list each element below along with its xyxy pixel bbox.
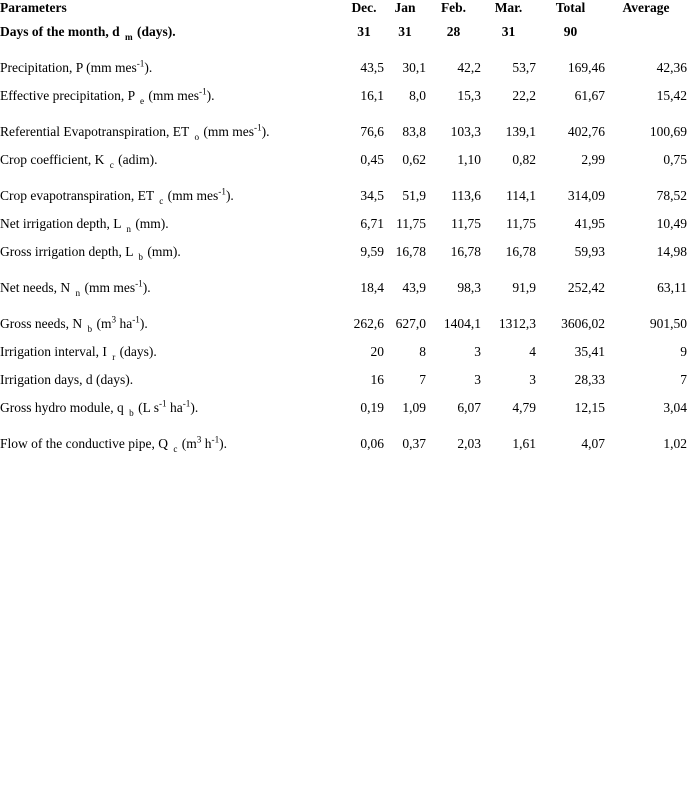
days-value: 31 <box>398 24 412 39</box>
subscript-b: b <box>129 407 134 418</box>
subscript-r: r <box>112 351 116 362</box>
superscript-exponent: -1 <box>135 278 143 289</box>
table-cell-value: 98,3 <box>457 280 481 295</box>
table-cell-value: 139,1 <box>505 124 536 139</box>
superscript-exponent: -1 <box>254 122 262 133</box>
superscript-exponent: -1 <box>136 58 145 69</box>
table-cell-value: 3606,02 <box>561 316 605 331</box>
table-cell-average: 63,11 <box>657 280 687 295</box>
table-cell-value: 1312,3 <box>498 316 536 331</box>
header-parameters-label: Parameters <box>0 0 67 15</box>
subscript-b: b <box>87 323 93 334</box>
table-cell-value: 43,5 <box>360 60 384 75</box>
table-cell-value: 18,4 <box>360 280 384 295</box>
table-cell-average: 78,52 <box>656 188 687 203</box>
days-value: 31 <box>501 24 516 39</box>
table-cell-average: 42,36 <box>656 60 687 75</box>
column-header-average: Average <box>622 0 670 15</box>
header-days-of-month-label: Days of the month, d $_m$ (days). <box>0 24 176 42</box>
table-cell-value: 169,46 <box>567 60 605 75</box>
row-label: Gross needs, N $_b$ ($m^3$ $ha^{-1}$). <box>0 314 148 334</box>
table-cell-value: 91,9 <box>512 280 536 295</box>
table-cell-value: 20 <box>370 344 384 359</box>
table-cell-value: 3 <box>474 344 481 359</box>
table-cell-average: 901,50 <box>649 316 687 331</box>
table-cell-value: 51,9 <box>402 188 426 203</box>
table-row <box>0 152 687 180</box>
row-label: Net irrigation depth, L $_n$ (mm). <box>0 216 169 234</box>
table-cell-value: 103,3 <box>450 124 481 139</box>
table-cell-value: 28,33 <box>574 372 605 387</box>
superscript-exponent: 3 <box>196 434 202 445</box>
days-value: 31 <box>357 24 371 39</box>
table-row <box>0 216 687 244</box>
column-header-dec: Dec. <box>351 0 377 15</box>
table-cell-value: 7 <box>419 372 426 387</box>
table-cell-average: 100,69 <box>649 124 687 139</box>
table-cell-value: 34,5 <box>360 188 384 203</box>
row-label: Precipitation, P (mm mes$^{-1}$). <box>0 58 153 75</box>
table-cell-value: 61,67 <box>574 88 605 103</box>
table-cell-value: 16,78 <box>450 244 481 259</box>
table-cell-value: 402,76 <box>567 124 605 139</box>
row-label: Crop evapotranspiration, ET $_c$ (mm mes$^{-1}$). <box>0 186 234 206</box>
table-cell-value: 3 <box>474 372 481 387</box>
table-cell-value: 2,03 <box>457 436 481 451</box>
table-cell-value: 42,2 <box>457 60 481 75</box>
table-cell-value: 22,2 <box>512 88 536 103</box>
table-cell-value: 11,75 <box>451 216 481 231</box>
table-cell-value: 76,6 <box>360 124 384 139</box>
table-row <box>0 400 687 428</box>
table-cell-value: 1,09 <box>402 400 426 415</box>
table-row <box>0 308 687 344</box>
table-row <box>0 372 687 400</box>
table-cell-value: 53,7 <box>512 60 536 75</box>
row-label: Gross irrigation depth, L $_b$ (mm). <box>0 244 181 262</box>
superscript-exponent: -1 <box>132 314 140 325</box>
subscript-m: m <box>125 31 133 42</box>
table-cell-value: 16,1 <box>360 88 384 103</box>
table-row <box>0 88 687 116</box>
row-label: Referential Evapotranspiration, ET $_o$ (mm mes$^{-1}$). <box>0 122 270 142</box>
table-cell-average: 7 <box>680 372 687 387</box>
table-cell-value: 113,6 <box>451 188 481 203</box>
table-row <box>0 428 687 464</box>
row-label: Irrigation days, d (days). <box>0 372 134 387</box>
table-header-row-months <box>0 0 687 24</box>
table-cell-value: 0,62 <box>402 152 426 167</box>
column-header-total: Total <box>555 0 586 15</box>
superscript-exponent: -1 <box>158 398 167 409</box>
subscript-c: c <box>173 443 178 454</box>
superscript-exponent: -1 <box>218 186 226 197</box>
table-cell-value: 6,07 <box>457 400 481 415</box>
table-cell-value: 3 <box>529 372 536 387</box>
table-cell-average: 10,49 <box>656 216 687 231</box>
table-cell-value: 2,99 <box>581 152 605 167</box>
column-header-feb: Feb. <box>440 0 467 15</box>
row-label: Effective precipitation, P $_e$ (mm mes$^{-1}$). <box>0 86 215 106</box>
table-cell-value: 12,15 <box>574 400 605 415</box>
table-cell-value: 4 <box>529 344 536 359</box>
table-cell-value: 1404,1 <box>443 316 481 331</box>
table-cell-average: 3,04 <box>663 400 687 415</box>
table-cell-value: 0,45 <box>360 152 384 167</box>
table-cell-value: 43,9 <box>402 280 426 295</box>
superscript-exponent: 3 <box>111 314 117 325</box>
table-row <box>0 52 687 88</box>
table-cell-value: 16,78 <box>395 244 426 259</box>
column-header-mar: Mar. <box>494 0 523 15</box>
table-row <box>0 116 687 152</box>
table-cell-value: 8 <box>419 344 426 359</box>
table-cell-value: 6,71 <box>360 216 384 231</box>
table-cell-value: 30,1 <box>402 60 426 75</box>
table-cell-average: 15,42 <box>656 88 687 103</box>
table-row <box>0 180 687 216</box>
subscript-n: n <box>126 223 131 234</box>
row-label: Irrigation interval, I $_r$ (days). <box>0 344 157 362</box>
table-cell-average: 14,98 <box>656 244 687 259</box>
table-cell-value: 9,59 <box>360 244 384 259</box>
row-label: Net needs, N $_n$ (mm mes$^{-1}$). <box>0 278 151 298</box>
table-cell-value: 314,09 <box>567 188 605 203</box>
row-label: Gross hydro module, q $_b$ (L $s^{-1}$ $ha^{-1}$). <box>0 398 199 418</box>
subscript-c: c <box>109 159 114 170</box>
subscript-b: b <box>138 251 143 262</box>
row-label: Crop coefficient, K $_c$ (adim). <box>0 152 158 170</box>
column-header-jan: Jan <box>394 0 416 15</box>
table-cell-value: 114,1 <box>506 188 536 203</box>
table-row <box>0 244 687 272</box>
table-cell-value: 4,79 <box>512 400 536 415</box>
table-cell-value: 16,78 <box>505 244 536 259</box>
table-cell-value: 11,75 <box>396 216 426 231</box>
table-cell-value: 15,3 <box>457 88 481 103</box>
table-cell-average: 0,75 <box>663 152 687 167</box>
table-cell-value: 252,42 <box>567 280 605 295</box>
table-row <box>0 272 687 308</box>
table-cell-value: 0,37 <box>402 436 426 451</box>
days-value: 90 <box>563 24 578 39</box>
superscript-exponent: -1 <box>211 434 220 445</box>
row-label: Flow of the conductive pipe, Q $_c$ ($m^3$ $h^{-1}$). <box>0 434 228 454</box>
table-cell-average: 9 <box>680 344 687 359</box>
table-cell-value: 262,6 <box>353 316 384 331</box>
subscript-o: o <box>194 131 200 142</box>
table-cell-value: 0,06 <box>360 436 384 451</box>
table-cell-value: 59,93 <box>574 244 605 259</box>
table-row <box>0 344 687 372</box>
table-cell-value: 0,82 <box>512 152 536 167</box>
table-cell-value: 627,0 <box>395 316 426 331</box>
table-cell-value: 0,19 <box>360 400 384 415</box>
subscript-n: n <box>75 287 81 298</box>
table-cell-value: 41,95 <box>574 216 605 231</box>
table-cell-value: 1,10 <box>457 152 481 167</box>
subscript-c: c <box>159 195 164 206</box>
table-cell-value: 4,07 <box>581 436 605 451</box>
table-cell-value: 1,61 <box>512 436 536 451</box>
table-header-row-days <box>0 24 687 52</box>
table-cell-value: 83,8 <box>402 124 426 139</box>
superscript-exponent: -1 <box>182 398 191 409</box>
subscript-e: e <box>139 95 145 106</box>
superscript-exponent: -1 <box>199 86 207 97</box>
table-cell-average: 1,02 <box>663 436 687 451</box>
days-value: 28 <box>446 24 461 39</box>
table-cell-value: 11,75 <box>506 216 536 231</box>
table-cell-value: 8,0 <box>409 88 426 103</box>
table-cell-value: 35,41 <box>574 344 605 359</box>
table-cell-value: 16 <box>370 372 384 387</box>
